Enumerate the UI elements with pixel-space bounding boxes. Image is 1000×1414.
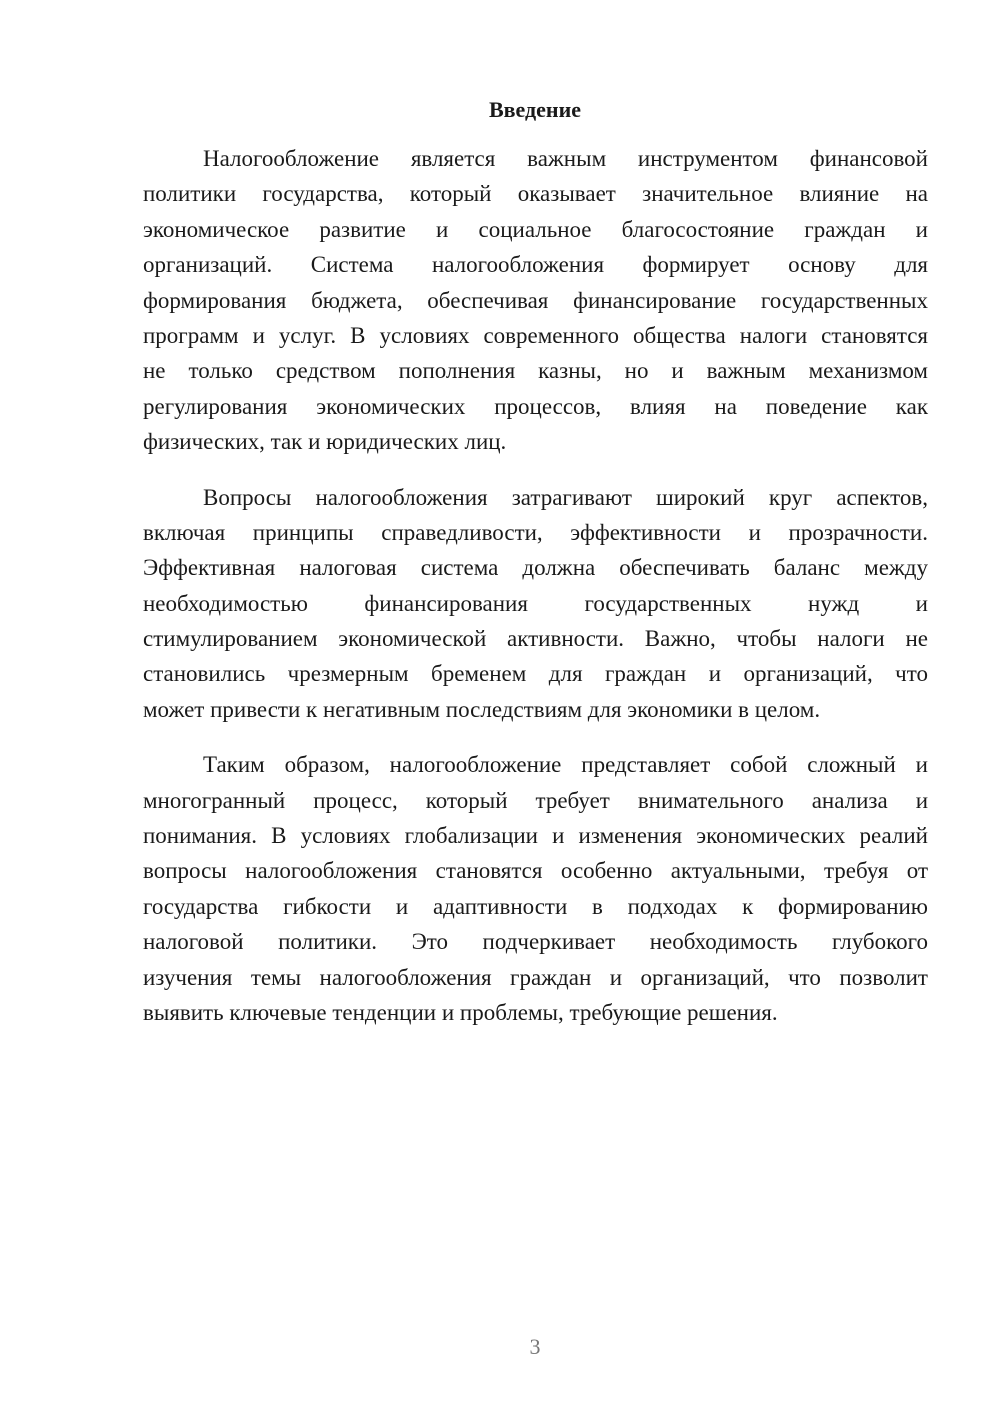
text-line: физических, так и юридических лиц.	[143, 429, 507, 455]
text-line: многогранный процесс, который требует внимательного анализа и	[143, 787, 928, 813]
text-line: изучения темы налогообложения граждан и организаций, что позволит	[143, 964, 928, 990]
text-line: программ и услуг. В условиях современного общества налоги становятся	[143, 322, 928, 348]
text-line: экономическое развитие и социальное благосостояние граждан и	[143, 216, 928, 242]
paragraph	[143, 747, 928, 1030]
text-line: Вопросы налогообложения затрагивают широкий круг аспектов,	[203, 484, 928, 510]
text-line: вопросы налогообложения становятся особенно актуальными, требуя от	[143, 858, 928, 884]
text-line: становились чрезмерным бременем для граждан и организаций, что	[143, 661, 928, 687]
document-body	[143, 141, 928, 1050]
text-line: государства гибкости и адаптивности в подходах к формированию	[143, 893, 928, 919]
text-line: не только средством пополнения казны, но и важным механизмом	[143, 358, 928, 384]
text-line: налоговой политики. Это подчеркивает необходимость глубокого	[143, 929, 928, 955]
text-line: Налогообложение является важным инструментом финансовой	[203, 146, 928, 171]
text-line: регулирования экономических процессов, влияя на поведение как	[143, 393, 928, 419]
text-line: политики государства, который оказывает значительное влияние на	[143, 181, 928, 207]
text-line: выявить ключевые тенденции и проблемы, требующие решения.	[143, 999, 778, 1025]
text-line: формирования бюджета, обеспечивая финансирование государственных	[143, 287, 928, 313]
text-line: включая принципы справедливости, эффективности и прозрачности.	[143, 519, 928, 545]
paragraph	[143, 141, 928, 460]
text-line: может привести к негативным последствиям для экономики в целом.	[143, 696, 821, 722]
text-line: Таким образом, налогообложение представляет собой сложный и	[203, 752, 928, 778]
text-line: Эффективная налоговая система должна обеспечивать баланс между	[143, 555, 928, 581]
text-line: понимания. В условиях глобализации и изменения экономических реалий	[143, 823, 928, 849]
text-line: необходимостью финансирования государственных нужд и	[143, 590, 928, 616]
page-number: 3	[529, 1334, 541, 1359]
text-line: стимулированием экономической активности. Важно, чтобы налоги не	[143, 626, 928, 652]
paragraph	[143, 480, 928, 728]
text-line: организаций. Система налогообложения формирует основу для	[143, 252, 928, 278]
section-title: Введение	[488, 97, 582, 122]
